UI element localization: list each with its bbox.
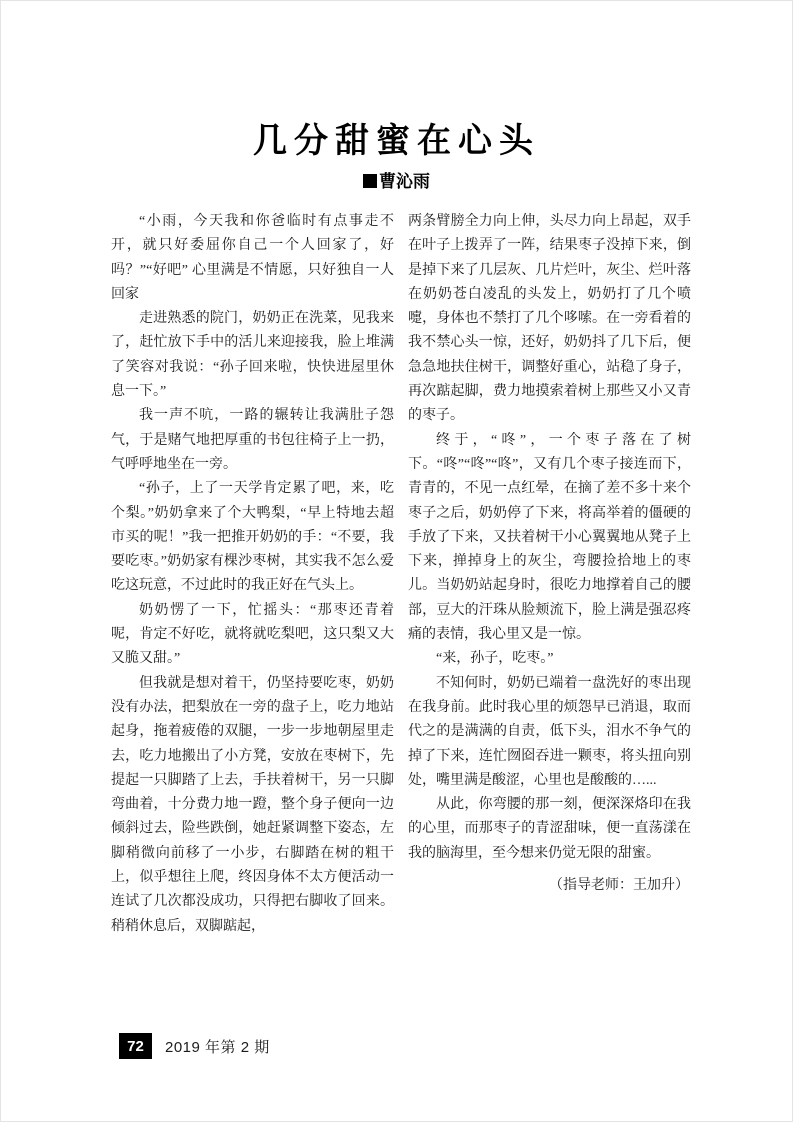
page-footer <box>119 1033 270 1059</box>
paragraph: 我一声不吭，一路的辗转让我满肚子怨气，于是赌气地把厚重的书包往椅子上一扔，气呼呼地坐在一旁。 <box>111 408 394 472</box>
left-column <box>111 210 394 939</box>
right-column <box>408 210 691 939</box>
page-number-badge: 72 <box>119 1033 152 1059</box>
author-square-icon <box>363 174 377 188</box>
paragraph-continuation: 两条臂膀全力向上伸，头尽力向上昂起，双手在叶子上拨弄了一阵，结果枣子没掉下来，倒是掉下来了几层灰、几片烂叶，灰尘、烂叶落在奶奶苍白凌乱的头发上，奶奶打了几个喷嚏，身体也不禁打了几个哆嗦。在一旁看着的我不禁心头一惊，还好，奶奶抖了几下后，便急急地扶住树干，调整好重心，站稳了身子，再次踮起脚，费力地摸索着树上那些又小又青的枣子。 <box>408 214 691 424</box>
byline <box>1 167 792 192</box>
paragraph: 终于，“咚”，一个枣子落在了树下。“咚”“咚”“咚”，又有几个枣子接连而下，青青的，不见一点红晕，在摘了差不多十来个枣子之后，奶奶停了下来，将高举着的僵硬的手放了下来，又扶着树干小心翼翼地从凳子上下来，掸掉身上的灰尘，弯腰捡拾地上的枣儿。当奶奶站起身时，很吃力地撑着自己的腰部，豆大的汗珠从脸颊流下，脸上满是强忍疼痛的表情，我心里又是一惊。 <box>408 432 691 643</box>
paragraph: 奶奶愣了一下，忙摇头：“那枣还青着呢，肯定不好吃，就将就吃梨吧，这只梨又大又脆又甜。” <box>111 602 394 667</box>
teacher-note: （指导老师：王加升） <box>549 878 689 894</box>
paragraph: “来，孙子，吃枣。” <box>436 651 554 667</box>
paragraph: 但我就是想对着干，仍坚持要吃枣，奶奶没有办法，把梨放在一旁的盘子上，吃力地站起身，拖着疲倦的双腿，一步一步地朝屋里走去，吃力地搬出了小方凳，安放在枣树下，先提起一只脚踏了上去，手扶着树干，另一只脚弯曲着，十分费力地一蹬，整个身子便向一边倾斜过去，险些跌倒，她赶紧调整下姿态，左脚稍微向前移了一小步，右脚踏在树的粗干上，似乎想往上爬，终因身体不太方便活动一连试了几次都没成功，只得把右脚收了回来。稍稍休息后，双脚踮起， <box>111 675 394 934</box>
article-title: 几分甜蜜在心头 <box>253 121 540 161</box>
author-name: 曹沁雨 <box>379 172 430 191</box>
article-body <box>111 210 691 939</box>
paragraph: “小雨，今天我和你爸临时有点事走不开，就只好委屈你自己一个人回家了，好吗？”“好吧” 心里满是不情愿，只好独自一人回家 <box>111 214 394 302</box>
paragraph: 走进熟悉的院门，奶奶正在洗菜，见我来了，赶忙放下手中的活儿来迎接我，脸上堆满了笑容对我说：“孙子回来啦，快快进屋里休息一下。” <box>111 311 394 400</box>
issue-label: 2019 年第 2 期 <box>165 1038 270 1056</box>
paragraph: 不知何时，奶奶已端着一盘洗好的枣出现在我身前。此时我心里的烦怨早已消退，取而代之的是满满的自责，低下头，泪水不争气的掉了下来，连忙囫囵吞进一颗枣，将头扭向别处，嘴里满是酸涩，心里也是酸酸的…... <box>408 675 691 788</box>
paragraph: 从此，你弯腰的那一刻，便深深烙印在我的心里，而那枣子的青涩甜味，便一直荡漾在我的脑海里，至今想来仍觉无限的甜蜜。 <box>408 797 691 861</box>
paragraph: “孙子，上了一天学肯定累了吧，来，吃个梨。”奶奶拿来了个大鸭梨，“早上特地去超市买的呢！”我一把推开奶奶的手：“不要，我要吃枣。”奶奶家有棵沙枣树，其实我不怎么爱吃这玩意，不过此时的我正好在气头上。 <box>111 481 394 594</box>
